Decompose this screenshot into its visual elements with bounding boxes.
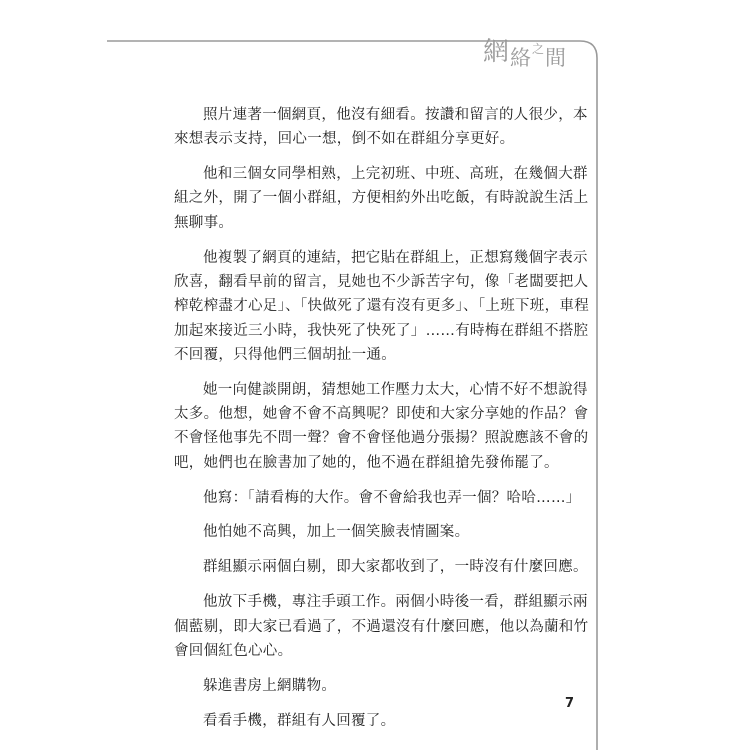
paragraph: 他寫：「請看梅的大作。會不會給我也弄一個？哈哈……」	[203, 489, 581, 506]
body-text	[174, 103, 589, 743]
paragraph: 她一向健談開朗，猜想她工作壓力太大，心情不好不想說得太多。他想，她會不會不高興呢？即使和大家分享她的作品？會不會怪他事先不問一聲？會不會怪他過分張揚？照說應該不會的吧，她們也在臉書加了她的，他不過在群組搶先發佈罷了。	[174, 381, 589, 471]
paragraph: 他放下手機，專注手頭工作。兩個小時後一看，群組顯示兩個藍剔，即大家已看過了，不過還沒有什麼回應，他以為蘭和竹會回個紅色心心。	[174, 594, 589, 659]
paragraph: 照片連著一個網頁，他沒有細看。按讚和留言的人很少，本來想表示支持，回心一想，倒不如在群組分享更好。	[174, 107, 588, 148]
paragraph: 群組顯示兩個白剔，即大家都收到了，一時沒有什麼回應。	[203, 559, 588, 576]
header-title-char-3: 之	[532, 42, 546, 56]
page-number: 7	[565, 696, 575, 711]
paragraph: 他複製了網頁的連結，把它貼在群組上，正想寫幾個字表示欣喜，翻看早前的留言，見她也不少訴苦字句，像「老闆要把人榨乾榨盡才心足」、「快做死了還有沒有更多」、「上班下班，車程加起來接近三小時，我快死了快死了」……有時梅在群組不搭腔不回覆，只得他們三個胡扯一通。	[174, 249, 589, 363]
header-title-char-2: 絡	[510, 46, 533, 70]
paragraph: 他怕她不高興，加上一個笑臉表情圖案。	[203, 524, 470, 541]
paragraph: 躲進書房上網購物。	[203, 677, 337, 694]
paragraph: 看看手機，群組有人回覆了。	[203, 712, 396, 729]
paragraph: 他和三個女同學相熟，上完初班、中班、高班，在幾個大群組之外，開了一個小群組，方便相約外出吃飯，有時說說生活上無聊事。	[174, 166, 589, 231]
header-title-char-1: 網	[483, 37, 511, 67]
running-header-title	[483, 38, 567, 68]
header-title-char-4: 間	[545, 46, 568, 70]
